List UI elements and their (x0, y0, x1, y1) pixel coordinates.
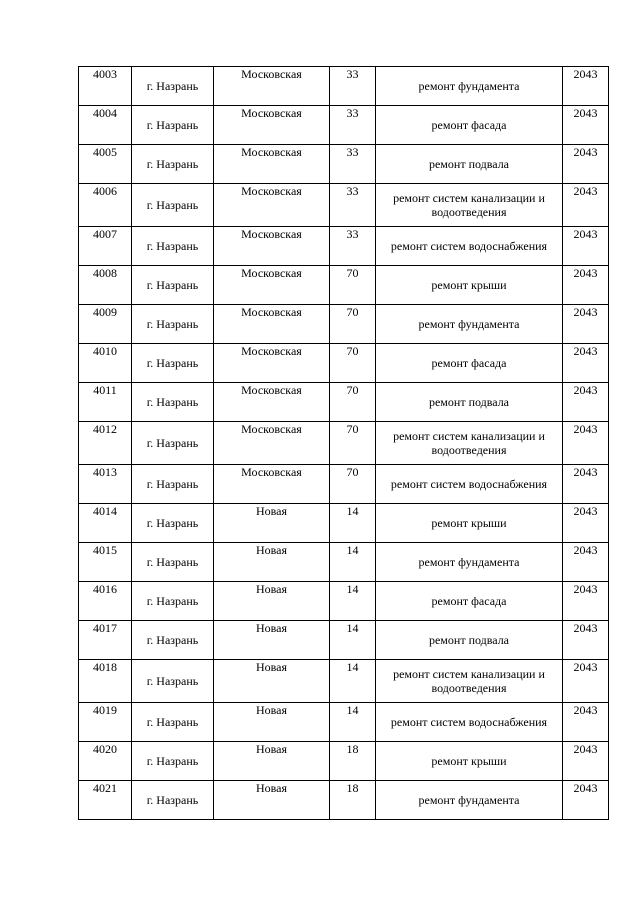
street-cell: Новая (214, 703, 330, 742)
house-number-cell: 14 (330, 660, 376, 703)
table-row (79, 660, 609, 703)
year-cell: 2043 (563, 703, 609, 742)
table-row (79, 465, 609, 504)
house-number-cell: 33 (330, 67, 376, 106)
table-row (79, 344, 609, 383)
street-cell: Московская (214, 383, 330, 422)
city-cell: г. Назрань (132, 422, 214, 465)
year-cell: 2043 (563, 582, 609, 621)
work-type-cell: ремонт систем водоснабжения (376, 703, 563, 742)
street-cell: Новая (214, 742, 330, 781)
work-type-cell: ремонт фундамента (376, 543, 563, 582)
table-row (79, 781, 609, 820)
work-type-cell: ремонт подвала (376, 383, 563, 422)
street-cell: Московская (214, 465, 330, 504)
row-number: 4006 (79, 184, 132, 227)
work-type-cell: ремонт систем водоснабжения (376, 227, 563, 266)
city-cell: г. Назрань (132, 582, 214, 621)
row-number: 4017 (79, 621, 132, 660)
city-cell: г. Назрань (132, 145, 214, 184)
city-cell: г. Назрань (132, 465, 214, 504)
work-type-cell: ремонт систем канализации и водоотведения (376, 422, 563, 465)
row-number: 4005 (79, 145, 132, 184)
table-row (79, 184, 609, 227)
row-number: 4021 (79, 781, 132, 820)
street-cell: Московская (214, 227, 330, 266)
row-number: 4016 (79, 582, 132, 621)
city-cell: г. Назрань (132, 621, 214, 660)
work-type-cell: ремонт подвала (376, 145, 563, 184)
table-row (79, 703, 609, 742)
row-number: 4004 (79, 106, 132, 145)
city-cell: г. Назрань (132, 227, 214, 266)
work-type-cell: ремонт фундамента (376, 781, 563, 820)
house-number-cell: 33 (330, 184, 376, 227)
year-cell: 2043 (563, 227, 609, 266)
year-cell: 2043 (563, 465, 609, 504)
work-type-cell: ремонт систем водоснабжения (376, 465, 563, 504)
year-cell: 2043 (563, 145, 609, 184)
table-row (79, 582, 609, 621)
street-cell: Московская (214, 184, 330, 227)
city-cell: г. Назрань (132, 703, 214, 742)
row-number: 4009 (79, 305, 132, 344)
house-number-cell: 18 (330, 781, 376, 820)
table-row (79, 266, 609, 305)
row-number: 4012 (79, 422, 132, 465)
work-type-cell: ремонт фасада (376, 106, 563, 145)
table-row (79, 621, 609, 660)
work-type-cell: ремонт крыши (376, 742, 563, 781)
city-cell: г. Назрань (132, 106, 214, 145)
year-cell: 2043 (563, 504, 609, 543)
row-number: 4008 (79, 266, 132, 305)
work-type-cell: ремонт систем канализации и водоотведения (376, 184, 563, 227)
street-cell: Московская (214, 305, 330, 344)
year-cell: 2043 (563, 543, 609, 582)
table-row (79, 67, 609, 106)
house-number-cell: 18 (330, 742, 376, 781)
street-cell: Новая (214, 582, 330, 621)
work-type-cell: ремонт фасада (376, 582, 563, 621)
work-type-cell: ремонт фундамента (376, 305, 563, 344)
row-number: 4003 (79, 67, 132, 106)
street-cell: Московская (214, 67, 330, 106)
registry-table-body (79, 67, 609, 820)
row-number: 4015 (79, 543, 132, 582)
year-cell: 2043 (563, 184, 609, 227)
city-cell: г. Назрань (132, 781, 214, 820)
year-cell: 2043 (563, 742, 609, 781)
city-cell: г. Назрань (132, 184, 214, 227)
house-number-cell: 33 (330, 106, 376, 145)
table-row (79, 106, 609, 145)
city-cell: г. Назрань (132, 504, 214, 543)
street-cell: Новая (214, 660, 330, 703)
work-type-cell: ремонт крыши (376, 504, 563, 543)
house-number-cell: 14 (330, 582, 376, 621)
city-cell: г. Назрань (132, 660, 214, 703)
house-number-cell: 70 (330, 305, 376, 344)
street-cell: Московская (214, 344, 330, 383)
house-number-cell: 70 (330, 465, 376, 504)
row-number: 4013 (79, 465, 132, 504)
table-row (79, 543, 609, 582)
house-number-cell: 14 (330, 543, 376, 582)
year-cell: 2043 (563, 422, 609, 465)
street-cell: Новая (214, 781, 330, 820)
table-row (79, 383, 609, 422)
year-cell: 2043 (563, 106, 609, 145)
city-cell: г. Назрань (132, 543, 214, 582)
city-cell: г. Назрань (132, 266, 214, 305)
table-row (79, 227, 609, 266)
work-type-cell: ремонт фундамента (376, 67, 563, 106)
year-cell: 2043 (563, 67, 609, 106)
row-number: 4020 (79, 742, 132, 781)
work-type-cell: ремонт подвала (376, 621, 563, 660)
street-cell: Московская (214, 266, 330, 305)
year-cell: 2043 (563, 621, 609, 660)
row-number: 4011 (79, 383, 132, 422)
city-cell: г. Назрань (132, 67, 214, 106)
year-cell: 2043 (563, 781, 609, 820)
street-cell: Новая (214, 543, 330, 582)
house-number-cell: 33 (330, 227, 376, 266)
street-cell: Новая (214, 621, 330, 660)
city-cell: г. Назрань (132, 344, 214, 383)
city-cell: г. Назрань (132, 305, 214, 344)
table-row (79, 145, 609, 184)
city-cell: г. Назрань (132, 383, 214, 422)
house-number-cell: 70 (330, 422, 376, 465)
year-cell: 2043 (563, 383, 609, 422)
work-type-cell: ремонт фасада (376, 344, 563, 383)
row-number: 4018 (79, 660, 132, 703)
row-number: 4010 (79, 344, 132, 383)
year-cell: 2043 (563, 266, 609, 305)
house-number-cell: 14 (330, 703, 376, 742)
street-cell: Московская (214, 145, 330, 184)
row-number: 4019 (79, 703, 132, 742)
year-cell: 2043 (563, 660, 609, 703)
house-number-cell: 70 (330, 383, 376, 422)
house-number-cell: 14 (330, 621, 376, 660)
table-row (79, 305, 609, 344)
table-row (79, 422, 609, 465)
year-cell: 2043 (563, 344, 609, 383)
street-cell: Новая (214, 504, 330, 543)
row-number: 4014 (79, 504, 132, 543)
house-number-cell: 70 (330, 266, 376, 305)
registry-table (78, 66, 609, 820)
street-cell: Московская (214, 106, 330, 145)
table-row (79, 504, 609, 543)
table-row (79, 742, 609, 781)
house-number-cell: 33 (330, 145, 376, 184)
row-number: 4007 (79, 227, 132, 266)
house-number-cell: 14 (330, 504, 376, 543)
house-number-cell: 70 (330, 344, 376, 383)
city-cell: г. Назрань (132, 742, 214, 781)
work-type-cell: ремонт крыши (376, 266, 563, 305)
street-cell: Московская (214, 422, 330, 465)
year-cell: 2043 (563, 305, 609, 344)
work-type-cell: ремонт систем канализации и водоотведения (376, 660, 563, 703)
